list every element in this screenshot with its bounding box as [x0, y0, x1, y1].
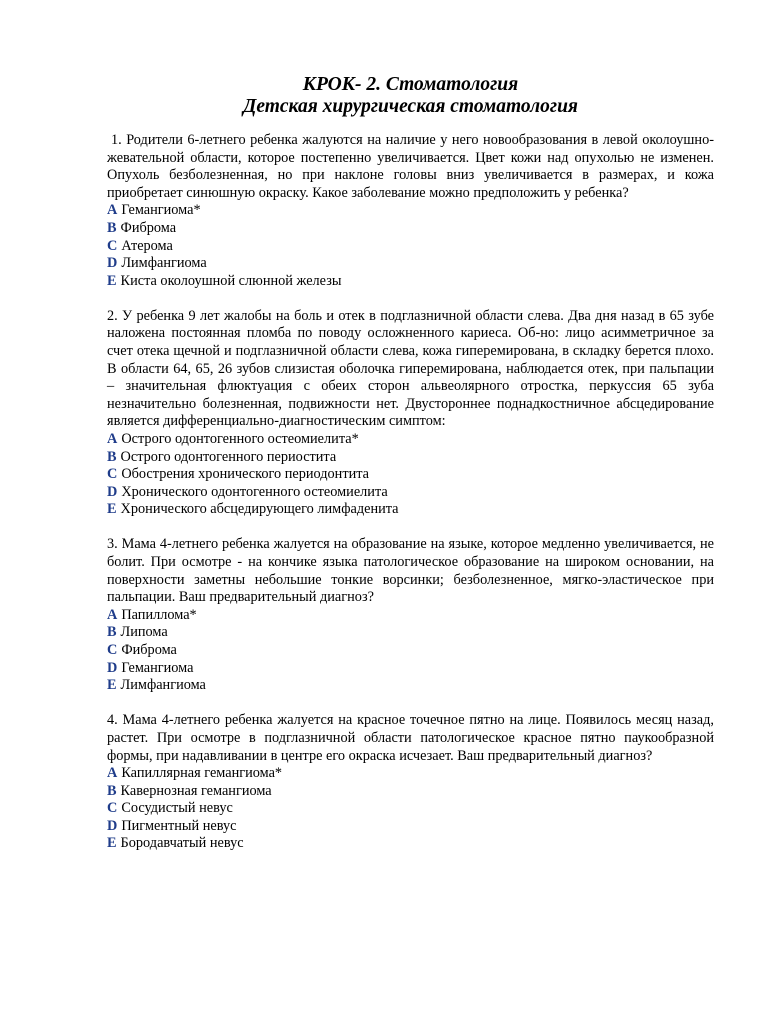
option-text: Гемангиома*: [121, 202, 201, 219]
document-title: КРОК- 2. Стоматология: [302, 74, 519, 95]
answer-option: [107, 660, 714, 678]
answer-option: [107, 449, 714, 467]
question-text: 2. У ребенка 9 лет жалобы на боль и отек в подглазничной области слева. Два дня назад в 65 зубе наложена постоянная пломба по поводу осложненного кариеса. Об-но: лицо асимметричное за счет отека щечной и подглазничной области слева, кожа гиперемирована, в складку берется плохо. В области 64, 65, 26 зубов слизистая оболочка гиперемирована, наблюдается отек, при пальпации – значительная флюктуация с обеих сторон альвеолярного отростка, перкуссия 65 зуба незначительно болезненная, подвижности нет. Двустороннее поднадкостничное абсцедирование является дифференциально-диагностическим симптом:: [107, 307, 714, 430]
option-text: Обострения хронического периодонтита: [121, 466, 370, 483]
option-letter: C: [107, 800, 118, 817]
answer-option: [107, 466, 714, 484]
option-letter: D: [107, 255, 118, 272]
answer-options: [107, 431, 714, 519]
option-letter: B: [107, 448, 117, 465]
question-1: [107, 132, 714, 290]
answer-options: [107, 607, 714, 695]
answer-option: [107, 273, 714, 291]
answer-option: [107, 624, 714, 642]
option-letter: C: [107, 237, 118, 254]
answer-option: [107, 202, 714, 220]
option-letter: E: [107, 501, 117, 518]
answer-option: [107, 818, 714, 836]
option-letter: A: [107, 765, 118, 782]
option-letter: B: [107, 782, 117, 799]
answer-options: [107, 765, 714, 853]
option-letter: D: [107, 483, 118, 500]
question-3: [107, 536, 714, 694]
option-text: Папиллома*: [121, 606, 197, 623]
option-letter: E: [107, 272, 117, 289]
answer-option: [107, 783, 714, 801]
option-text: Липома: [120, 624, 168, 641]
option-letter: C: [107, 466, 118, 483]
document-subtitle: Детская хирургическая стоматология: [243, 96, 578, 117]
option-letter: A: [107, 431, 118, 447]
answer-option: [107, 255, 714, 273]
option-letter: A: [107, 606, 118, 623]
option-text: Атерома: [121, 237, 173, 254]
answer-option: [107, 607, 714, 625]
question-4: [107, 712, 714, 853]
answer-option: [107, 431, 714, 449]
question-text: 1. Родители 6-летнего ребенка жалуются на наличие у него новообразования в левой околоушно-жевательной области, которое постепенно увеличивается. Цвет кожи над опухолью не изменен. Опухоль безболезненная, но при наклоне головы вниз увеличивается в размерах, и кожа приобретает синюшную окраску. Какое заболевание можно предположить у ребенка?: [107, 132, 714, 201]
option-text: Хронического одонтогенного остеомиелита: [121, 483, 388, 500]
option-letter: D: [107, 659, 118, 676]
option-letter: C: [107, 642, 118, 659]
option-text: Гемангиома: [121, 659, 194, 676]
option-text: Лимфангиома: [121, 255, 207, 272]
answer-option: [107, 220, 714, 238]
option-text: Пигментный невус: [121, 817, 237, 834]
option-text: Бородавчатый невус: [120, 835, 244, 852]
answer-option: [107, 501, 714, 519]
answer-options: [107, 202, 714, 290]
question-text: 4. Мама 4-летнего ребенка жалуется на красное точечное пятно на лице. Появилось месяц назад, растет. При осмотре в подглазничной области патологическое красное пятно паукообразной формы, при надавливании в центре его окраска исчезает. Ваш предварительный диагноз?: [107, 712, 714, 764]
option-letter: E: [107, 677, 117, 694]
option-text: Острого одонтогенного периостита: [120, 448, 337, 465]
answer-option: [107, 642, 714, 660]
option-text: Кавернозная гемангиома: [120, 782, 272, 799]
option-text: Фиброма: [121, 642, 177, 659]
option-text: Фиброма: [120, 219, 177, 236]
option-letter: B: [107, 624, 117, 641]
question-2: [107, 308, 714, 519]
answer-option: [107, 835, 714, 853]
option-text: Хронического абсцедирующего лимфаденита: [120, 501, 399, 518]
question-text: 3. Мама 4-летнего ребенка жалуется на образование на языке, которое медленно увеличивается, не болит. При осмотре - на кончике языка патологическое образование на широком основании, на поверхности заметны небольшие тонкие ворсинки; безболезненное, мягко-эластическое при пальпации. Ваш предварительный диагноз?: [107, 536, 714, 606]
option-text: Лимфангиома: [120, 677, 206, 694]
answer-option: [107, 800, 714, 818]
option-text: Капиллярная гемангиома*: [121, 765, 283, 782]
document-page: [107, 74, 714, 853]
option-text: Киста околоушной слюнной железы: [120, 272, 342, 289]
option-letter: D: [107, 817, 118, 834]
answer-option: [107, 238, 714, 256]
option-letter: B: [107, 219, 117, 236]
option-text: Сосудистый невус: [121, 800, 233, 817]
answer-option: [107, 765, 714, 783]
option-letter: A: [107, 202, 118, 219]
answer-option: [107, 484, 714, 502]
option-text: Острого одонтогенного остеомиелита*: [121, 431, 359, 447]
option-letter: E: [107, 835, 117, 852]
answer-option: [107, 677, 714, 695]
